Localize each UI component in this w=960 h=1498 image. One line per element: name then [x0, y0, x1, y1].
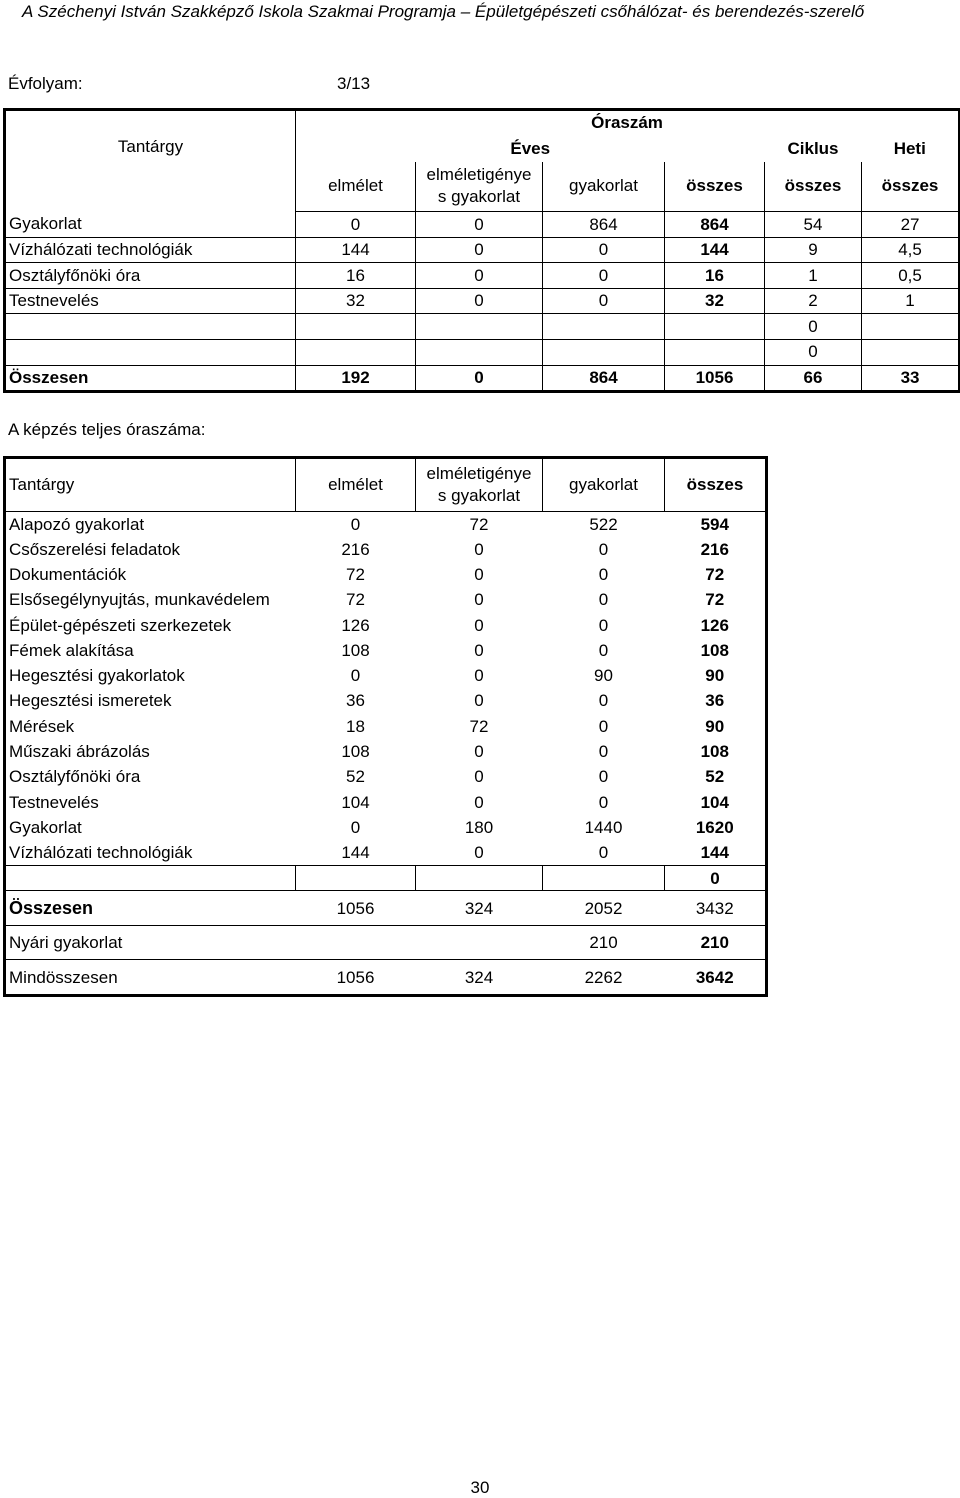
- header-gyakorlat: gyakorlat: [543, 458, 665, 512]
- table-row: [5, 212, 960, 238]
- table-row: [5, 866, 767, 891]
- cell-osszes: 3642: [665, 960, 767, 996]
- cell-gyak: 0: [543, 288, 665, 314]
- row-name: Nyári gyakorlat: [5, 926, 296, 960]
- evfolyam-value: 3/13: [337, 74, 371, 93]
- cell-elmgy: 0: [474, 691, 484, 711]
- cell-gyak: [543, 866, 665, 891]
- cell-elmelet: [296, 314, 416, 340]
- cell-gyak: 0: [598, 539, 609, 559]
- section2-label: A képzés teljes óraszáma:: [8, 420, 206, 439]
- cell-gyak: 1440: [584, 817, 623, 837]
- document-header: A Széchenyi István Szakképző Iskola Szakmai Programja – Épületgépészeti csőhálózat- és berendezés-szerelő: [22, 2, 865, 21]
- cell-osszes: 126: [665, 613, 767, 638]
- cell-elmelet: 0: [350, 817, 361, 837]
- table-row: [5, 613, 767, 638]
- cell-ciklus: 9: [765, 237, 862, 263]
- cell-gyak: 2052: [543, 891, 665, 926]
- row-name: Műszaki ábrázolás: [5, 739, 296, 764]
- cell-elmelet: 126: [341, 615, 370, 635]
- row-name: Épület-gépészeti szerkezetek: [5, 613, 296, 638]
- table-row: [5, 840, 767, 865]
- cell-gyak: 0: [598, 640, 609, 660]
- cell-osszes: 90: [665, 714, 767, 739]
- row-name: Összesen: [5, 891, 296, 926]
- cell-elmelet: 104: [341, 792, 370, 812]
- row-name: Osztályfőnöki óra: [5, 263, 296, 289]
- cell-gyak: [543, 314, 665, 340]
- cell-osszes: 32: [665, 288, 765, 314]
- header-elmelet: elmélet: [296, 162, 416, 212]
- cell-elmgy: 0: [474, 640, 484, 660]
- table-row: [5, 562, 767, 587]
- osszesen-row: [5, 891, 767, 926]
- cell-elmgy: 0: [474, 767, 484, 787]
- total-hours-rows: [5, 512, 767, 891]
- row-name: Mindösszesen: [5, 960, 296, 996]
- cell-elmgy: 0: [416, 263, 543, 289]
- row-name: Gyakorlat: [5, 815, 296, 840]
- cell-elmelet: 16: [296, 263, 416, 289]
- cell-osszes: [665, 314, 765, 340]
- table-row: [5, 263, 960, 289]
- cell-heti: 0,5: [862, 263, 960, 289]
- evfolyam-label: Évfolyam:: [8, 74, 83, 93]
- cell-elmgy: 0: [416, 365, 543, 391]
- cell-elmgy: 324: [416, 891, 543, 926]
- header-heti-osszes: összes: [862, 162, 960, 212]
- cell-elmgy: 0: [474, 539, 484, 559]
- row-name: Testnevelés: [5, 790, 296, 815]
- cell-osszes: 594: [665, 512, 767, 537]
- cell-elmelet: 192: [296, 365, 416, 391]
- total-row: [5, 365, 960, 391]
- header-gyakorlat: gyakorlat: [543, 162, 665, 212]
- cell-elmgy: 0: [474, 742, 484, 762]
- cell-heti: [862, 314, 960, 340]
- cell-heti: 27: [862, 212, 960, 238]
- cell-ciklus: 1: [765, 263, 862, 289]
- cell-osszes: 16: [665, 263, 765, 289]
- cell-elmgy: 0: [474, 590, 484, 610]
- cell-elmgy: 0: [416, 212, 543, 238]
- table-row: [5, 689, 767, 714]
- row-name: Hegesztési ismeretek: [5, 689, 296, 714]
- table-row: [5, 314, 960, 340]
- cell-osszes: 72: [665, 562, 767, 587]
- cell-gyak: 0: [598, 792, 609, 812]
- cell-osszes: 90: [665, 663, 767, 688]
- cell-elmgy: 0: [474, 842, 484, 862]
- cell-heti: 4,5: [862, 237, 960, 263]
- header-elmeletigenyes: elméletigénye s gyakorlat: [416, 162, 543, 212]
- weekly-hours-rows: [5, 212, 960, 366]
- cell-elmelet: 72: [346, 590, 365, 610]
- cell-osszes: 144: [665, 237, 765, 263]
- cell-gyak: 0: [598, 691, 609, 711]
- cell-elmelet: 52: [346, 767, 365, 787]
- cell-elmelet: 1056: [296, 960, 416, 996]
- table-row: [5, 587, 767, 612]
- cell-ciklus: 0: [765, 314, 862, 340]
- header-osszes: összes: [665, 458, 767, 512]
- cell-elmgy: 0: [416, 288, 543, 314]
- cell-osszes: 108: [665, 638, 767, 663]
- cell-elmelet: 144: [341, 842, 370, 862]
- cell-ciklus: 0: [765, 339, 862, 365]
- cell-elmelet: 18: [346, 716, 365, 736]
- header-tantargy: Tantárgy: [5, 110, 296, 212]
- table-row: [5, 739, 767, 764]
- cell-elmgy: [416, 866, 543, 891]
- cell-heti: [862, 339, 960, 365]
- table-row: [5, 638, 767, 663]
- cell-gyak: [543, 339, 665, 365]
- cell-heti: 1: [862, 288, 960, 314]
- header-eves: Éves: [296, 136, 765, 162]
- cell-elmgy: 0: [474, 564, 484, 584]
- cell-elmelet: [296, 339, 416, 365]
- header-elmeletigenyes: elméletigénye s gyakorlat: [416, 458, 543, 512]
- cell-gyak: 0: [543, 237, 665, 263]
- cell-gyak: 2262: [543, 960, 665, 996]
- cell-elmelet: 0: [350, 666, 361, 686]
- cell-osszes: 216: [665, 537, 767, 562]
- row-name: [5, 339, 296, 365]
- row-name: Vízhálózati technológiák: [5, 840, 296, 865]
- cell-ciklus: 2: [765, 288, 862, 314]
- cell-elmgy: 0: [474, 666, 484, 686]
- cell-elmgy: 324: [416, 960, 543, 996]
- cell-elmelet: 144: [296, 237, 416, 263]
- row-name: Testnevelés: [5, 288, 296, 314]
- cell-elmgy: 72: [469, 716, 489, 736]
- cell-elmgy: 0: [416, 237, 543, 263]
- table-row: [5, 663, 767, 688]
- table-row: [5, 714, 767, 739]
- cell-osszes: 72: [665, 587, 767, 612]
- cell-osszes: 104: [665, 790, 767, 815]
- row-name: Fémek alakítása: [5, 638, 296, 663]
- cell-elmgy: 180: [464, 817, 494, 837]
- cell-elmelet: 108: [341, 742, 370, 762]
- cell-gyak: 90: [594, 666, 613, 686]
- cell-gyak: 522: [589, 514, 618, 534]
- table-row: [5, 339, 960, 365]
- row-name: Hegesztési gyakorlatok: [5, 663, 296, 688]
- row-name: Mérések: [5, 714, 296, 739]
- cell-elmelet: 108: [341, 640, 370, 660]
- row-name: [5, 866, 296, 891]
- cell-osszes: 1056: [665, 365, 765, 391]
- row-name: Csőszerelési feladatok: [5, 537, 296, 562]
- cell-elmelet: 1056: [296, 891, 416, 926]
- page-number: 30: [470, 1478, 490, 1497]
- header-ciklus: Ciklus: [787, 138, 839, 158]
- row-name: Elsősegélynyujtás, munkavédelem: [5, 587, 296, 612]
- cell-elmgy: 0: [474, 792, 484, 812]
- cell-elmelet: 216: [341, 539, 370, 559]
- cell-elmgy: [416, 926, 543, 960]
- cell-osszes: 36: [665, 689, 767, 714]
- cell-osszes: 3432: [665, 891, 767, 926]
- cell-ciklus: 66: [765, 365, 862, 391]
- table-row: [5, 537, 767, 562]
- cell-elmelet: [296, 866, 416, 891]
- header-heti: Heti: [862, 136, 960, 162]
- cell-elmgy: 0: [474, 615, 484, 635]
- cell-gyak: 0: [598, 590, 609, 610]
- table-row: [5, 764, 767, 789]
- cell-gyak: 0: [598, 842, 609, 862]
- cell-elmelet: 32: [296, 288, 416, 314]
- cell-gyak: 864: [543, 212, 665, 238]
- row-name: Gyakorlat: [5, 212, 296, 238]
- weekly-hours-table: [3, 108, 960, 393]
- cell-ciklus: 54: [765, 212, 862, 238]
- cell-osszes: 1620: [665, 815, 767, 840]
- cell-elmelet: 36: [346, 691, 365, 711]
- row-name: Osztályfőnöki óra: [5, 764, 296, 789]
- cell-osszes: 864: [665, 212, 765, 238]
- cell-osszes: [665, 339, 765, 365]
- row-name: Alapozó gyakorlat: [5, 512, 296, 537]
- header-oraszam: Óraszám: [296, 110, 960, 136]
- row-name: [5, 314, 296, 340]
- row-name: Vízhálózati technológiák: [5, 237, 296, 263]
- cell-gyak: 0: [598, 716, 609, 736]
- cell-heti: 33: [862, 365, 960, 391]
- cell-elmelet: 72: [346, 564, 365, 584]
- header-tantargy: Tantárgy: [5, 458, 296, 512]
- cell-gyak: 210: [543, 926, 665, 960]
- cell-osszes: 210: [665, 926, 767, 960]
- table-row: [5, 790, 767, 815]
- cell-gyak: 0: [598, 615, 609, 635]
- cell-elmelet: 0: [296, 212, 416, 238]
- table-row: [5, 815, 767, 840]
- total-hours-table: [3, 456, 768, 997]
- cell-elmgy: [416, 314, 543, 340]
- cell-elmgy: [416, 339, 543, 365]
- table-row: [5, 512, 767, 537]
- header-ciklus-osszes: összes: [765, 162, 862, 212]
- cell-osszes: 52: [665, 764, 767, 789]
- header-elmelet: elmélet: [296, 458, 416, 512]
- row-name: Dokumentációk: [5, 562, 296, 587]
- cell-elmgy: 72: [469, 514, 489, 534]
- cell-gyak: 864: [543, 365, 665, 391]
- cell-gyak: 0: [598, 742, 609, 762]
- cell-osszes: 0: [665, 866, 767, 891]
- cell-gyak: 0: [598, 767, 609, 787]
- mindosszesen-row: [5, 960, 767, 996]
- cell-gyak: 0: [598, 564, 609, 584]
- table-row: [5, 288, 960, 314]
- table-row: [5, 237, 960, 263]
- row-name: Összesen: [5, 365, 296, 391]
- cell-elmelet: 0: [350, 514, 361, 534]
- cell-osszes: 144: [665, 840, 767, 865]
- nyari-row: [5, 926, 767, 960]
- cell-elmelet: [296, 926, 416, 960]
- header-osszes: összes: [665, 162, 765, 212]
- cell-osszes: 108: [665, 739, 767, 764]
- cell-gyak: 0: [543, 263, 665, 289]
